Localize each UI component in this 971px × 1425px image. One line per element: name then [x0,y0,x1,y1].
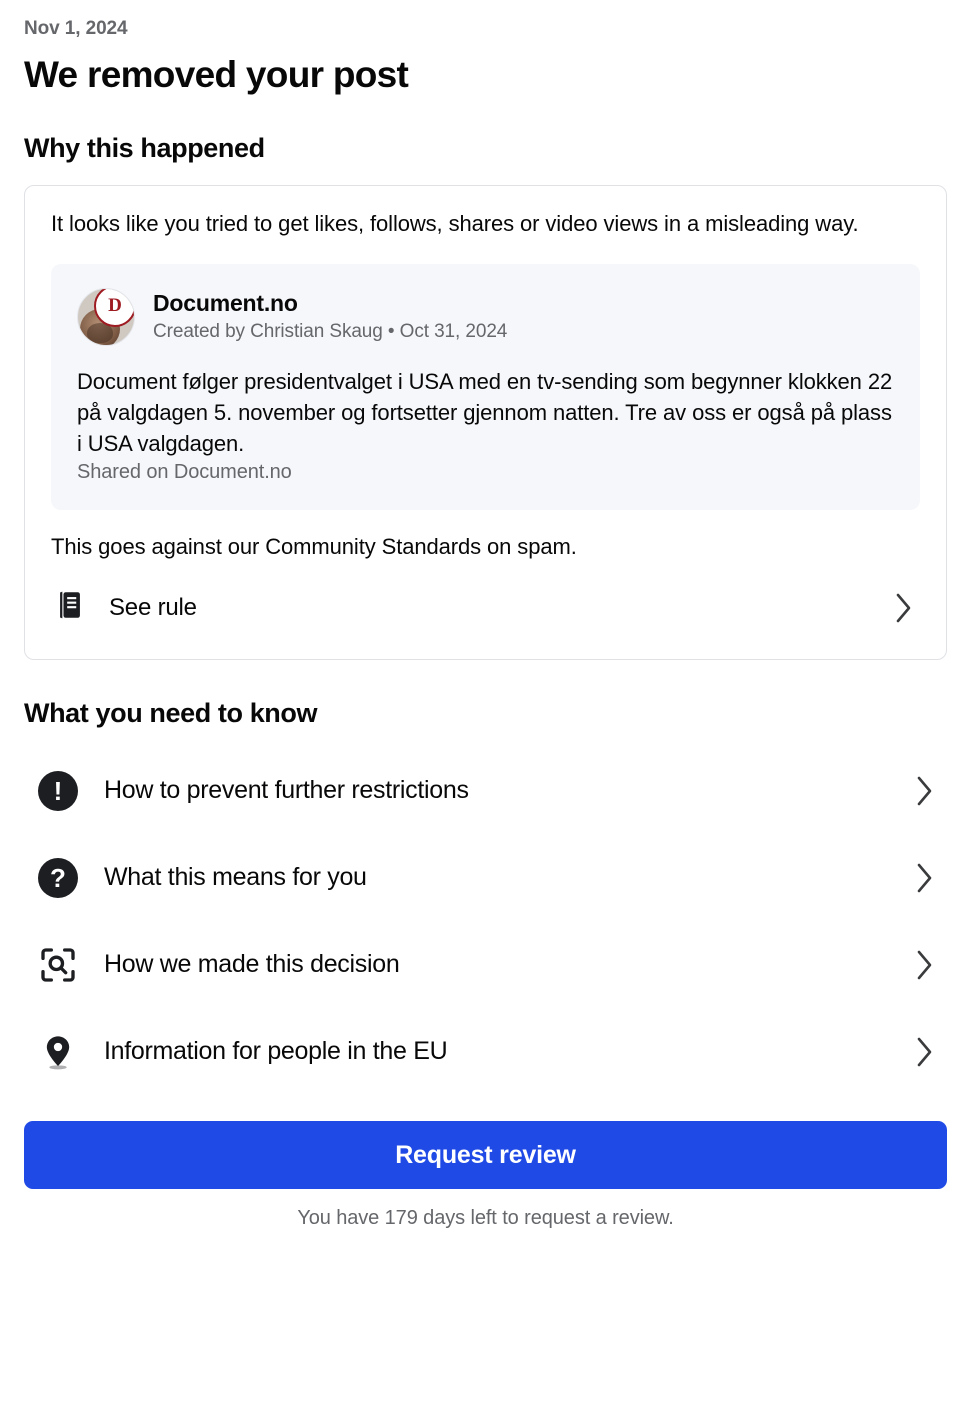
date-label: Nov 1, 2024 [24,18,128,39]
community-standards-text: This goes against our Community Standards on spam. [51,534,577,560]
know-item-label: How to prevent further restrictions [104,776,469,805]
post-meta: Created by Christian Skaug • Oct 31, 2024 [153,321,508,343]
know-item-how-decision[interactable] [24,921,947,1008]
why-this-happened-card [24,185,947,660]
request-review-note: You have 179 days left to request a review. [297,1207,674,1230]
know-list [24,747,947,1095]
see-rule-label: See rule [109,593,197,621]
know-item-eu-information[interactable] [24,1008,947,1095]
location-pin-icon [36,1030,80,1074]
chevron-right-icon [890,590,916,626]
chevron-right-icon [911,860,937,896]
know-item-label: How we made this decision [104,950,400,979]
page-logo-icon: D [94,288,135,327]
know-item-prevent-restrictions[interactable] [24,747,947,834]
why-section-heading: Why this happened [24,133,265,164]
post-source: Shared on Document.no [77,461,292,484]
chevron-right-icon [911,947,937,983]
chevron-right-icon [911,1034,937,1070]
request-review-button[interactable]: Request review [24,1121,947,1189]
chevron-right-icon [911,773,937,809]
post-header [77,288,894,346]
know-item-what-this-means[interactable] [24,834,947,921]
see-rule-row[interactable] [51,582,920,633]
post-page-name: Document.no [153,290,298,317]
post-preview[interactable] [51,264,920,511]
know-item-label: Information for people in the EU [104,1037,448,1066]
page-title: We removed your post [24,54,409,95]
know-item-label: What this means for you [104,863,367,892]
exclamation-circle-icon: ! [36,769,80,813]
rulebook-icon [53,588,87,627]
avatar [77,288,135,346]
magnifier-scan-icon [36,943,80,987]
question-circle-icon: ? [36,856,80,900]
reason-text: It looks like you tried to get likes, follows, shares or video views in a misleading way. [51,211,859,237]
know-section-heading: What you need to know [24,698,318,729]
post-body: Document følger presidentvalget i USA med en tv-sending som begynner klokken 22 på valgdagen 5. november og fortsetter gjennom natten. Tre av oss er også på plass i USA valgdagen. [77,368,893,457]
